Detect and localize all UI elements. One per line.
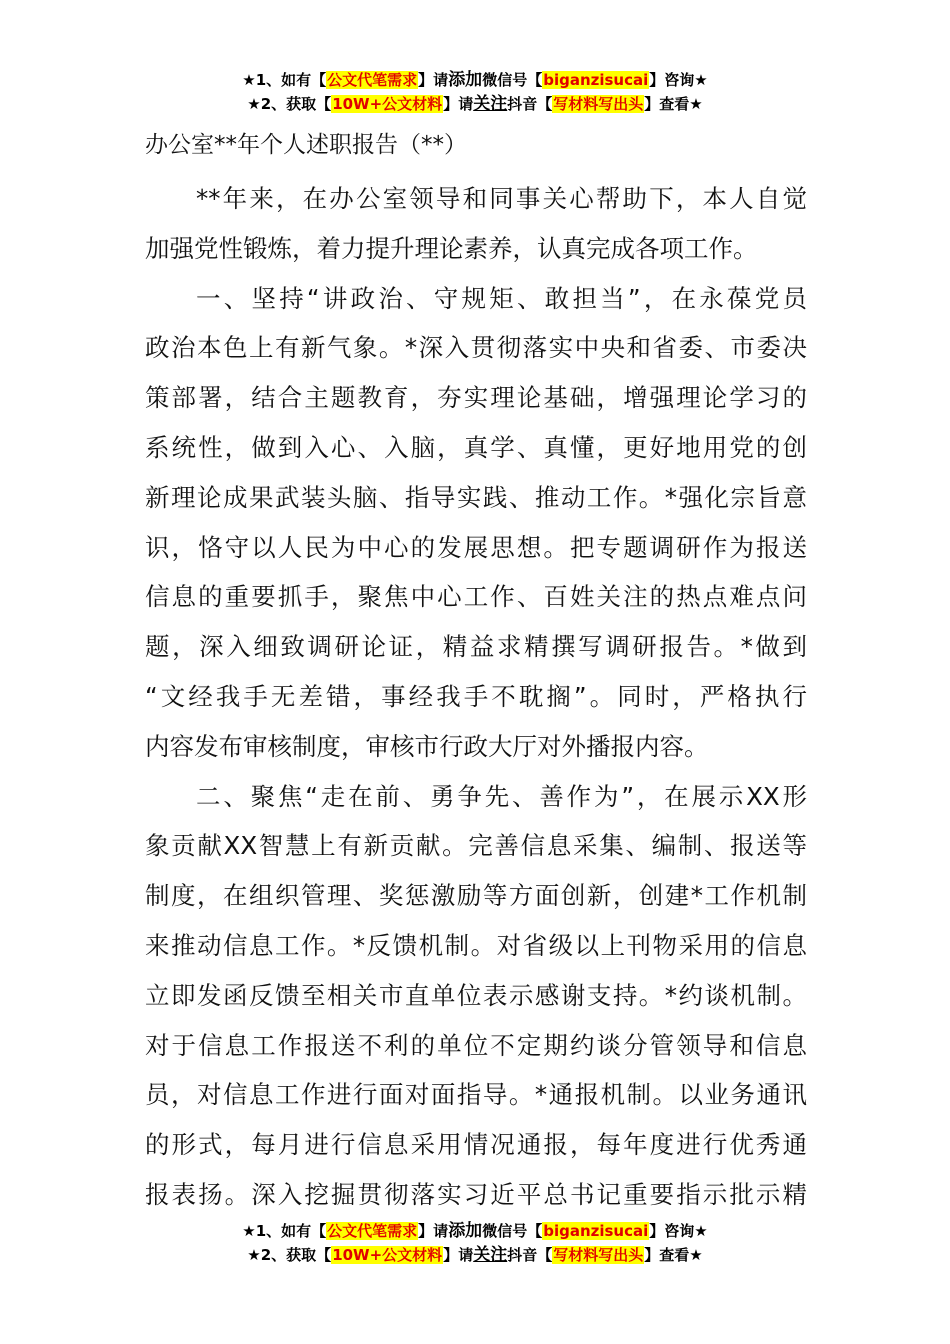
highlight-materials: 10W+公文材料 xyxy=(332,95,443,113)
document-body xyxy=(145,174,807,1220)
body-line: 信息的重要抓手，聚焦中心工作、百姓关注的热点难点问 xyxy=(145,582,807,612)
banner-line-2 xyxy=(0,1243,950,1267)
document-title: 办公室**年个人述职报告（**） xyxy=(145,132,467,158)
banner-text: 】请 xyxy=(443,95,474,113)
banner-text: 微信号【 xyxy=(482,71,543,89)
banner-text: 】请 xyxy=(418,71,449,89)
banner-emphasis: 添加 xyxy=(448,70,483,90)
highlight-douyin-account: 写材料写出头 xyxy=(553,95,644,113)
highlight-wechat-id: biganzisucai xyxy=(543,1222,649,1240)
header-banner xyxy=(0,68,950,116)
banner-text: 】咨询★ xyxy=(649,1222,708,1240)
highlight-service: 公文代笔需求 xyxy=(327,71,418,89)
body-line: 立即发函反馈至相关市直单位表示感谢支持。*约谈机制。 xyxy=(145,980,807,1010)
banner-text: 微信号【 xyxy=(482,1222,543,1240)
banner-text: 】请 xyxy=(443,1246,474,1264)
body-line: “文经我手无差错，事经我手不耽搁”。同时，严格执行 xyxy=(145,681,807,711)
banner-text: 】查看★ xyxy=(644,95,703,113)
banner-text: 】请 xyxy=(418,1222,449,1240)
banner-text: 抖音【 xyxy=(507,95,553,113)
body-line: 识，恪守以人民为中心的发展思想。把专题调研作为报送 xyxy=(145,532,807,562)
banner-text: 】查看★ xyxy=(644,1246,703,1264)
banner-text: ★2、获取【 xyxy=(247,1246,332,1264)
body-line: 系统性，做到入心、入脑，真学、真懂，更好地用党的创 xyxy=(145,432,807,462)
banner-text: ★1、如有【 xyxy=(242,1222,327,1240)
banner-line-1 xyxy=(0,1219,950,1243)
banner-line-2 xyxy=(0,92,950,116)
body-line: 的形式，每月进行信息采用情况通报，每年度进行优秀通 xyxy=(145,1130,807,1160)
body-line: 政治本色上有新气象。*深入贯彻落实中央和省委、市委决 xyxy=(145,333,807,363)
banner-text: ★2、获取【 xyxy=(247,95,332,113)
body-line: 来推动信息工作。*反馈机制。对省级以上刊物采用的信息 xyxy=(145,930,807,960)
body-line: 象贡献XX智慧上有新贡献。完善信息采集、编制、报送等 xyxy=(145,831,807,861)
body-line: 加强党性锻炼，着力提升理论素养，认真完成各项工作。 xyxy=(145,233,758,263)
highlight-service: 公文代笔需求 xyxy=(327,1222,418,1240)
banner-text: 抖音【 xyxy=(507,1246,553,1264)
highlight-materials: 10W+公文材料 xyxy=(332,1246,443,1264)
banner-text: ★1、如有【 xyxy=(242,71,327,89)
body-line: 题，深入细致调研论证，精益求精撰写调研报告。*做到 xyxy=(145,632,807,662)
banner-emphasis: 关注 xyxy=(473,1245,508,1265)
body-line: 制度，在组织管理、奖惩激励等方面创新，创建*工作机制 xyxy=(145,881,807,911)
body-line: 对于信息工作报送不利的单位不定期约谈分管领导和信息 xyxy=(145,1030,807,1060)
body-line: 新理论成果武装头脑、指导实践、推动工作。*强化宗旨意 xyxy=(145,482,807,512)
body-line: 内容发布审核制度，审核市行政大厅对外播报内容。 xyxy=(145,731,709,761)
body-line: 二、聚焦“走在前、勇争先、善作为”，在展示XX形 xyxy=(196,781,807,811)
banner-line-1 xyxy=(0,68,950,92)
body-line: **年来，在办公室领导和同事关心帮助下，本人自觉 xyxy=(196,184,807,213)
footer-banner xyxy=(0,1219,950,1267)
banner-text: 】咨询★ xyxy=(649,71,708,89)
banner-emphasis: 添加 xyxy=(448,1221,483,1241)
body-line: 一、坚持“讲政治、守规矩、敢担当”，在永葆党员 xyxy=(196,283,807,313)
banner-emphasis: 关注 xyxy=(473,94,508,114)
body-line: 策部署，结合主题教育，夯实理论基础，增强理论学习的 xyxy=(145,383,807,413)
highlight-douyin-account: 写材料写出头 xyxy=(553,1246,644,1264)
body-line: 员，对信息工作进行面对面指导。*通报机制。以业务通讯 xyxy=(145,1080,807,1110)
body-line: 报表扬。深入挖掘贯彻落实习近平总书记重要指示批示精 xyxy=(145,1179,807,1209)
highlight-wechat-id: biganzisucai xyxy=(543,71,649,89)
